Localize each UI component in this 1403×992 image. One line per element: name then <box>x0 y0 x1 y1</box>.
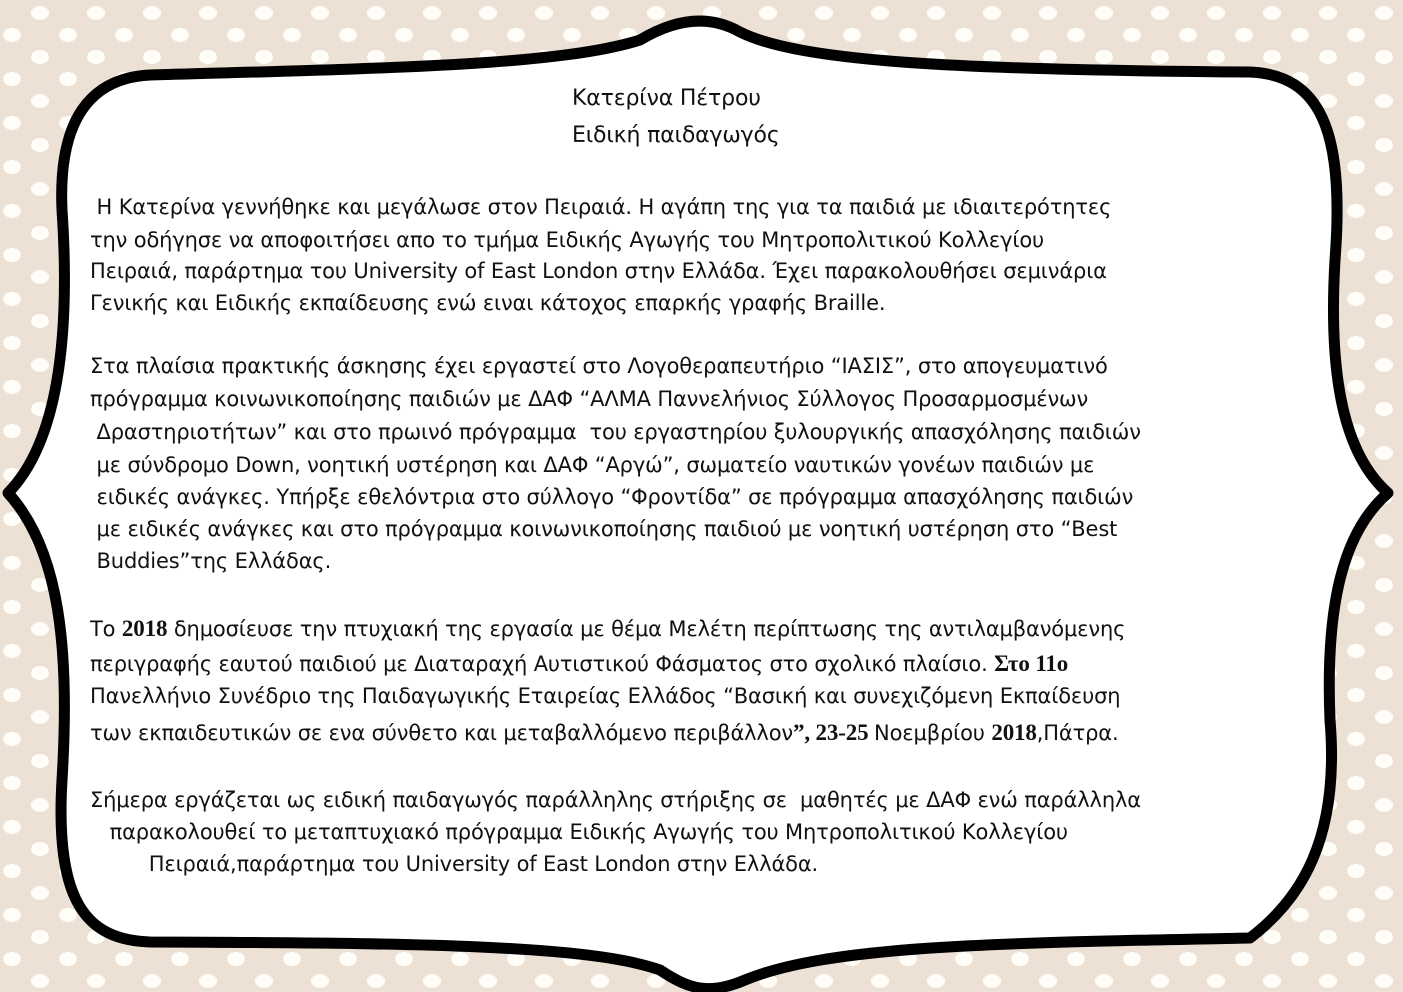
paragraph-3-line <box>90 615 1125 643</box>
paragraph-3-line <box>90 682 1120 710</box>
paragraph-1-line: την οδήγησε να αποφοιτήσει απο το τμήμα Ειδικής Αγωγής του Μητροπολιτικού Κολλεγίου <box>90 228 1045 252</box>
paragraph-4-line: Πειραιά,παράρτημα του University of East London στην Ελλάδα. <box>90 852 819 876</box>
paragraph-2-line: ειδικές ανάγκες. Υπήρξε εθελόντρια στο σύλλογο “Φροντίδα” σε πρόγραμμα απασχόλησης παιδιών <box>90 485 1134 509</box>
serif-number-segment: ”, 23-25 <box>792 720 875 745</box>
paragraph-2-line: πρόγραμμα κοινωνικοποίησης παιδιών με ΔΑΦ “ΑΛΜΑ Παννελήνιος Σύλλογος Προσαρμοσμένων <box>90 387 1089 411</box>
paragraph-2-line: Δραστηριοτήτων” και στο πρωινό πρόγραμμα του εργαστηρίου ξυλουργικής απασχόλησης παιδιών <box>90 420 1141 444</box>
paragraph-1-line: Γενικής και Ειδικής εκπαίδευσης ενώ ειναι κάτοχος επαρκής γραφής Braille. <box>90 291 886 315</box>
text-segment: Το <box>90 617 122 641</box>
text-segment: περιγραφής εαυτού παιδιού με Διαταραχή Αυτιστικού Φάσματος στο σχολικό πλαίσιο. <box>90 652 995 676</box>
text-segment: δημοσίευσε την πτυχιακή της εργασία με θέμα Μελέτη περίπτωσης της αντιλαμβανόμενης <box>167 617 1126 641</box>
paragraph-1-line: Πειραιά, παράρτημα του University of East London στην Ελλάδα. Έχει παρακολουθήσει σεμινάρια <box>90 259 1107 283</box>
paragraph-3-line <box>90 650 1068 678</box>
text-segment: Πανελλήνιο Συνέδριο της Παιδαγωγικής Εταιρείας Ελλάδος “Βασική και συνεχιζόμενη Εκπαίδευση <box>90 684 1121 708</box>
paragraph-2-line: με σύνδρομο Down, νοητική υστέρηση και ΔΑΦ “Αργώ”, σωματείο ναυτικών γονέων παιδιών με <box>90 453 1095 477</box>
author-role: Ειδική παιδαγωγός <box>572 123 780 148</box>
serif-number-segment: Στο 11ο <box>994 651 1069 676</box>
paragraph-4-line: παρακολουθεί το μεταπτυχιακό πρόγραμμα Ειδικής Αγωγής του Μητροπολιτικού Κολλεγίου <box>90 820 1068 844</box>
paragraph-2-line: Στα πλαίσια πρακτικής άσκησης έχει εργαστεί στο Λογοθεραπευτήριο “ΙΑΣΙΣ”, στο απογευματινό <box>90 354 1108 378</box>
paragraph-4-line: Σήμερα εργάζεται ως ειδική παιδαγωγός παράλληλης στήριξης σε μαθητές με ΔΑΦ ενώ παράλληλα <box>90 788 1141 812</box>
paragraph-3-line <box>90 719 1119 747</box>
text-segment: ,Πάτρα. <box>1036 721 1119 745</box>
text-segment: των εκπαιδευτικών σε ενα σύνθετο και μεταβαλλόμενο περιβάλλον <box>90 721 793 745</box>
paragraph-2-line: με ειδικές ανάγκες και στο πρόγραμμα κοινωνικοποίησης παιδιού με νοητική υστέρηση στο “Best <box>90 517 1118 541</box>
paragraph-2-line: Buddies”της Ελλάδας. <box>90 549 332 573</box>
serif-number-segment: 2018 <box>991 720 1037 745</box>
text-segment: Νοεμβρίου <box>874 721 992 745</box>
paragraph-1-line: Η Κατερίνα γεννήθηκε και μεγάλωσε στον Πειραιά. Η αγάπη της για τα παιδιά με ιδιαιτερότητες <box>90 195 1112 219</box>
serif-number-segment: 2018 <box>121 616 168 641</box>
author-name: Κατερίνα Πέτρου <box>572 86 761 111</box>
